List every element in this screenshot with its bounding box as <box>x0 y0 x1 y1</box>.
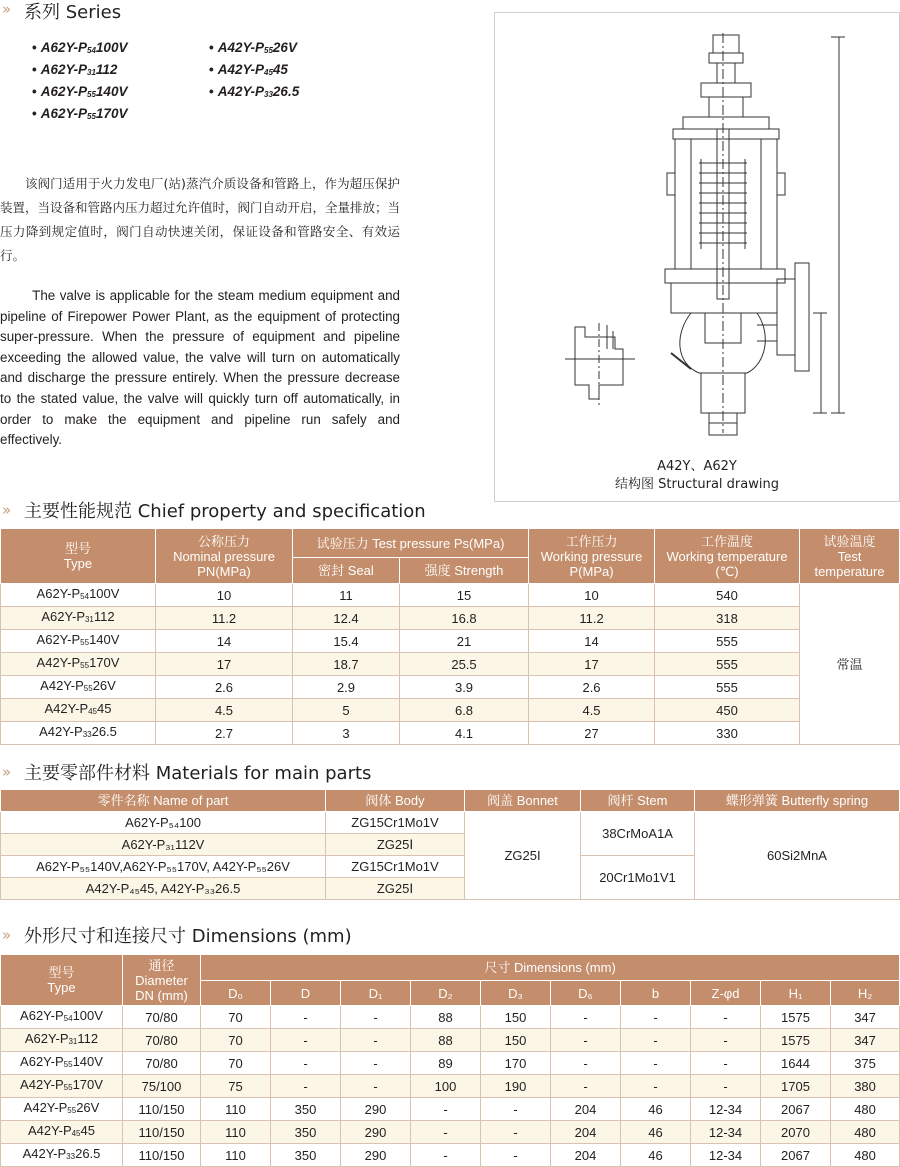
cell-type: $A62Y-P_{31}112$ <box>1 1029 123 1052</box>
cell-body: ZG15Cr1Mo1V <box>326 856 465 878</box>
table-row <box>1 630 900 653</box>
col-d3: D₃ <box>481 981 551 1006</box>
cell-type: $A42Y-P_{55}26V$ <box>1 1098 123 1121</box>
table-row <box>1 1006 900 1029</box>
cell-b: 46 <box>621 1144 691 1167</box>
cell-dn: 75/100 <box>123 1075 201 1098</box>
cell-wt: 540 <box>655 584 800 607</box>
cell-d0: 110 <box>201 1121 271 1144</box>
drawing-caption-title: 结构图 Structural drawing <box>615 477 779 492</box>
cell-d2: 88 <box>411 1029 481 1052</box>
cell-wt: 330 <box>655 722 800 745</box>
cell-d1: - <box>341 1029 411 1052</box>
cell-wt: 555 <box>655 630 800 653</box>
cell-type: $A42Y-P_{55}170V$ <box>1 1075 123 1098</box>
cell-strength: 21 <box>400 630 529 653</box>
cell-z-phi-d: - <box>691 1029 761 1052</box>
series-heading: 系列 Series <box>24 2 122 23</box>
col-strength: 强度 Strength <box>400 558 529 584</box>
cell-h1: 2067 <box>761 1098 831 1121</box>
cell-d1: 290 <box>341 1144 411 1167</box>
cell-dn: 70/80 <box>123 1029 201 1052</box>
cell-d1: - <box>341 1006 411 1029</box>
cell-strength: 15 <box>400 584 529 607</box>
cell-d: - <box>271 1052 341 1075</box>
col-stem: 阀杆 Stem <box>581 790 695 812</box>
cell-wp: 27 <box>529 722 655 745</box>
table-row <box>1 584 900 607</box>
cell-d1: 290 <box>341 1098 411 1121</box>
cell-d0: 110 <box>201 1098 271 1121</box>
series-item: • $A42Y-P_{45}45$ <box>209 62 288 77</box>
cell-part-name: A62Y-P₅₅140V,A62Y-P₅₅170V, A42Y-P₅₅26V <box>1 856 326 878</box>
cell-seal: 5 <box>293 699 400 722</box>
double-chevron-icon: » <box>2 763 12 781</box>
table-row <box>1 1121 900 1144</box>
cell-d1: - <box>341 1075 411 1098</box>
cell-b: - <box>621 1052 691 1075</box>
cell-part-name: A62Y-P₅₄100 <box>1 812 326 834</box>
structural-drawing-panel <box>494 12 900 502</box>
dimensions-table <box>0 954 900 1167</box>
cell-seal: 18.7 <box>293 653 400 676</box>
cell-part-name: A42Y-P₄₅45, A42Y-P₃₃26.5 <box>1 878 326 900</box>
cell-pn: 11.2 <box>156 607 293 630</box>
cell-test-temp: 常温 <box>800 584 900 745</box>
cell-h2: 480 <box>831 1144 900 1167</box>
col-spring: 蝶形弹簧 Butterfly spring <box>695 790 900 812</box>
series-item: • $A62Y-P_{55}170V$ <box>32 106 128 121</box>
table-row <box>1 1029 900 1052</box>
cell-part-name: A62Y-P₃₁112V <box>1 834 326 856</box>
cell-d6: - <box>551 1075 621 1098</box>
cell-type: $A62Y-P_{54}100V$ <box>1 1006 123 1029</box>
series-item: • $A62Y-P_{54}100V$ <box>32 40 128 55</box>
cell-h2: 347 <box>831 1029 900 1052</box>
cell-wt: 555 <box>655 653 800 676</box>
cell-d6: - <box>551 1052 621 1075</box>
cell-d6: - <box>551 1006 621 1029</box>
cell-d2: - <box>411 1098 481 1121</box>
description-en: The valve is applicable for the steam medium equipment and pipeline of Firepower Power Plant, as the equipment of protecting super-pressure. When the pressure of equipment and pipeline exceeding the allowed value, the valve will turn on automatically and discharge the pressure entirely. When the pressure decrease to the stated value, the valve will quickly turn off automatically, in order to make the equipment and pipeline run safely and effectively. <box>0 288 400 448</box>
cell-d6: - <box>551 1029 621 1052</box>
cell-type: $A42Y-P_{45}45$ <box>1 1121 123 1144</box>
cell-body: ZG25Ⅰ <box>326 878 465 900</box>
cell-body: ZG25Ⅰ <box>326 834 465 856</box>
cell-d0: 70 <box>201 1029 271 1052</box>
cell-z-phi-d: - <box>691 1075 761 1098</box>
cell-d3: - <box>481 1098 551 1121</box>
table-row <box>1 722 900 745</box>
cell-d2: 100 <box>411 1075 481 1098</box>
col-bonnet: 阀盖 Bonnet <box>465 790 581 812</box>
col-type: 型号 Type <box>1 955 123 1006</box>
cell-b: - <box>621 1075 691 1098</box>
cell-seal: 3 <box>293 722 400 745</box>
cell-spring: 60Si2MnA <box>695 812 900 900</box>
col-d1: D₁ <box>341 981 411 1006</box>
cell-d6: 204 <box>551 1098 621 1121</box>
cell-type: $A42Y-P_{55}170V$ <box>1 653 156 676</box>
double-chevron-icon: » <box>2 926 12 944</box>
cell-seal: 2.9 <box>293 676 400 699</box>
cell-d3: - <box>481 1144 551 1167</box>
cell-d: - <box>271 1006 341 1029</box>
cell-pn: 4.5 <box>156 699 293 722</box>
cell-h1: 1644 <box>761 1052 831 1075</box>
cell-d0: 70 <box>201 1006 271 1029</box>
cell-d: 350 <box>271 1144 341 1167</box>
col-h2: H₂ <box>831 981 900 1006</box>
cell-type: $A42Y-P_{45}45$ <box>1 699 156 722</box>
valve-drawing <box>495 13 899 453</box>
cell-h1: 1575 <box>761 1006 831 1029</box>
cell-pn: 17 <box>156 653 293 676</box>
cell-h1: 1705 <box>761 1075 831 1098</box>
cell-seal: 12.4 <box>293 607 400 630</box>
cell-z-phi-d: 12-34 <box>691 1098 761 1121</box>
table-row <box>1 699 900 722</box>
cell-b: 46 <box>621 1121 691 1144</box>
cell-h2: 480 <box>831 1121 900 1144</box>
table-row <box>1 1075 900 1098</box>
col-d0: D₀ <box>201 981 271 1006</box>
col-test-pressure: 试验压力 Test pressure Ps(MPa) <box>293 529 529 558</box>
materials-heading: 主要零部件材料 Materials for main parts <box>24 763 372 784</box>
cell-h1: 2070 <box>761 1121 831 1144</box>
cell-h1: 1575 <box>761 1029 831 1052</box>
cell-type: $A42Y-P_{55}26V$ <box>1 676 156 699</box>
table-row <box>1 1052 900 1075</box>
cell-wp: 2.6 <box>529 676 655 699</box>
cell-wt: 450 <box>655 699 800 722</box>
description-cn: 该阀门适用于火力发电厂(站)蒸汽介质设备和管路上，作为超压保护装置，当设备和管路内压力超过允许值时，阀门自动开启，全量排放；当压力降到规定值时，阀门自动快速关闭，保证设备和管路安全、有效运行。 <box>0 176 401 263</box>
cell-b: - <box>621 1006 691 1029</box>
cell-stem: 20Cr1Mo1V1 <box>581 856 695 900</box>
cell-type: $A62Y-P_{31}112$ <box>1 607 156 630</box>
spec-table <box>0 528 900 745</box>
col-d: D <box>271 981 341 1006</box>
cell-dn: 110/150 <box>123 1144 201 1167</box>
col-nominal-pressure: 公称压力 Nominal pressure PN(MPa) <box>156 529 293 584</box>
series-item: • $A42Y-P_{33}26.5$ <box>209 84 300 99</box>
cell-bonnet: ZG25I <box>465 812 581 900</box>
cell-d6: 204 <box>551 1144 621 1167</box>
cell-d3: 150 <box>481 1006 551 1029</box>
col-type: 型号 Type <box>1 529 156 584</box>
cell-pn: 14 <box>156 630 293 653</box>
materials-table <box>0 789 900 900</box>
cell-h2: 480 <box>831 1098 900 1121</box>
cell-wp: 11.2 <box>529 607 655 630</box>
cell-d3: 150 <box>481 1029 551 1052</box>
col-body: 阀体 Body <box>326 790 465 812</box>
cell-z-phi-d: - <box>691 1052 761 1075</box>
cell-strength: 25.5 <box>400 653 529 676</box>
cell-type: $A42Y-P_{33}26.5$ <box>1 1144 123 1167</box>
cell-d0: 75 <box>201 1075 271 1098</box>
col-working-pressure: 工作压力 Working pressure P(MPa) <box>529 529 655 584</box>
cell-type: $A62Y-P_{55}140V$ <box>1 1052 123 1075</box>
cell-strength: 6.8 <box>400 699 529 722</box>
cell-wp: 17 <box>529 653 655 676</box>
cell-d3: - <box>481 1121 551 1144</box>
col-d6: D₆ <box>551 981 621 1006</box>
col-b: b <box>621 981 691 1006</box>
cell-d2: - <box>411 1144 481 1167</box>
col-seal: 密封 Seal <box>293 558 400 584</box>
series-item: • $A62Y-P_{31}112$ <box>32 62 118 77</box>
cell-h2: 375 <box>831 1052 900 1075</box>
col-test-temperature: 试验温度 Test temperature <box>800 529 900 584</box>
double-chevron-icon: » <box>2 0 12 18</box>
cell-pn: 2.6 <box>156 676 293 699</box>
col-part-name: 零件名称 Name of part <box>1 790 326 812</box>
cell-wt: 555 <box>655 676 800 699</box>
cell-d2: - <box>411 1121 481 1144</box>
cell-d2: 88 <box>411 1006 481 1029</box>
cell-wp: 10 <box>529 584 655 607</box>
double-chevron-icon: » <box>2 501 12 519</box>
series-item: • $A42Y-P_{55}26V$ <box>209 40 297 55</box>
cell-b: - <box>621 1029 691 1052</box>
cell-type: $A42Y-P_{33}26.5$ <box>1 722 156 745</box>
drawing-caption-model: A42Y、A62Y <box>657 459 737 474</box>
cell-d: 350 <box>271 1121 341 1144</box>
cell-wp: 4.5 <box>529 699 655 722</box>
cell-z-phi-d: 12-34 <box>691 1144 761 1167</box>
table-row <box>1 607 900 630</box>
cell-h2: 380 <box>831 1075 900 1098</box>
cell-h2: 347 <box>831 1006 900 1029</box>
cell-d2: 89 <box>411 1052 481 1075</box>
cell-d3: 170 <box>481 1052 551 1075</box>
cell-seal: 15.4 <box>293 630 400 653</box>
cell-strength: 4.1 <box>400 722 529 745</box>
table-row <box>1 676 900 699</box>
table-row <box>1 653 900 676</box>
cell-pn: 10 <box>156 584 293 607</box>
cell-d1: - <box>341 1052 411 1075</box>
cell-type: $A62Y-P_{54}100V$ <box>1 584 156 607</box>
cell-wt: 318 <box>655 607 800 630</box>
cell-h1: 2067 <box>761 1144 831 1167</box>
cell-d1: 290 <box>341 1121 411 1144</box>
col-d2: D₂ <box>411 981 481 1006</box>
cell-dn: 110/150 <box>123 1098 201 1121</box>
cell-strength: 16.8 <box>400 607 529 630</box>
table-row <box>1 1144 900 1167</box>
cell-d: - <box>271 1029 341 1052</box>
cell-d6: 204 <box>551 1121 621 1144</box>
cell-pn: 2.7 <box>156 722 293 745</box>
cell-dn: 110/150 <box>123 1121 201 1144</box>
col-z-phi-d: Z-φd <box>691 981 761 1006</box>
cell-strength: 3.9 <box>400 676 529 699</box>
table-row <box>1 1098 900 1121</box>
table-row <box>1 812 900 834</box>
series-item: • $A62Y-P_{55}140V$ <box>32 84 128 99</box>
col-working-temperature: 工作温度 Working temperature (℃) <box>655 529 800 584</box>
cell-d3: 190 <box>481 1075 551 1098</box>
spec-heading: 主要性能规范 Chief property and specification <box>24 501 426 522</box>
cell-wp: 14 <box>529 630 655 653</box>
cell-type: $A62Y-P_{55}140V$ <box>1 630 156 653</box>
cell-z-phi-d: 12-34 <box>691 1121 761 1144</box>
cell-dn: 70/80 <box>123 1052 201 1075</box>
cell-b: 46 <box>621 1098 691 1121</box>
dimensions-heading: 外形尺寸和连接尺寸 Dimensions (mm) <box>24 926 352 947</box>
cell-d: 350 <box>271 1098 341 1121</box>
cell-seal: 11 <box>293 584 400 607</box>
col-h1: H₁ <box>761 981 831 1006</box>
cell-stem: 38CrMoA1A <box>581 812 695 856</box>
cell-d0: 110 <box>201 1144 271 1167</box>
cell-body: ZG15Cr1Mo1V <box>326 812 465 834</box>
cell-d0: 70 <box>201 1052 271 1075</box>
col-diameter: 通径 Diameter DN (mm) <box>123 955 201 1006</box>
cell-d: - <box>271 1075 341 1098</box>
cell-z-phi-d: - <box>691 1006 761 1029</box>
cell-dn: 70/80 <box>123 1006 201 1029</box>
col-dimensions: 尺寸 Dimensions (mm) <box>201 955 900 981</box>
